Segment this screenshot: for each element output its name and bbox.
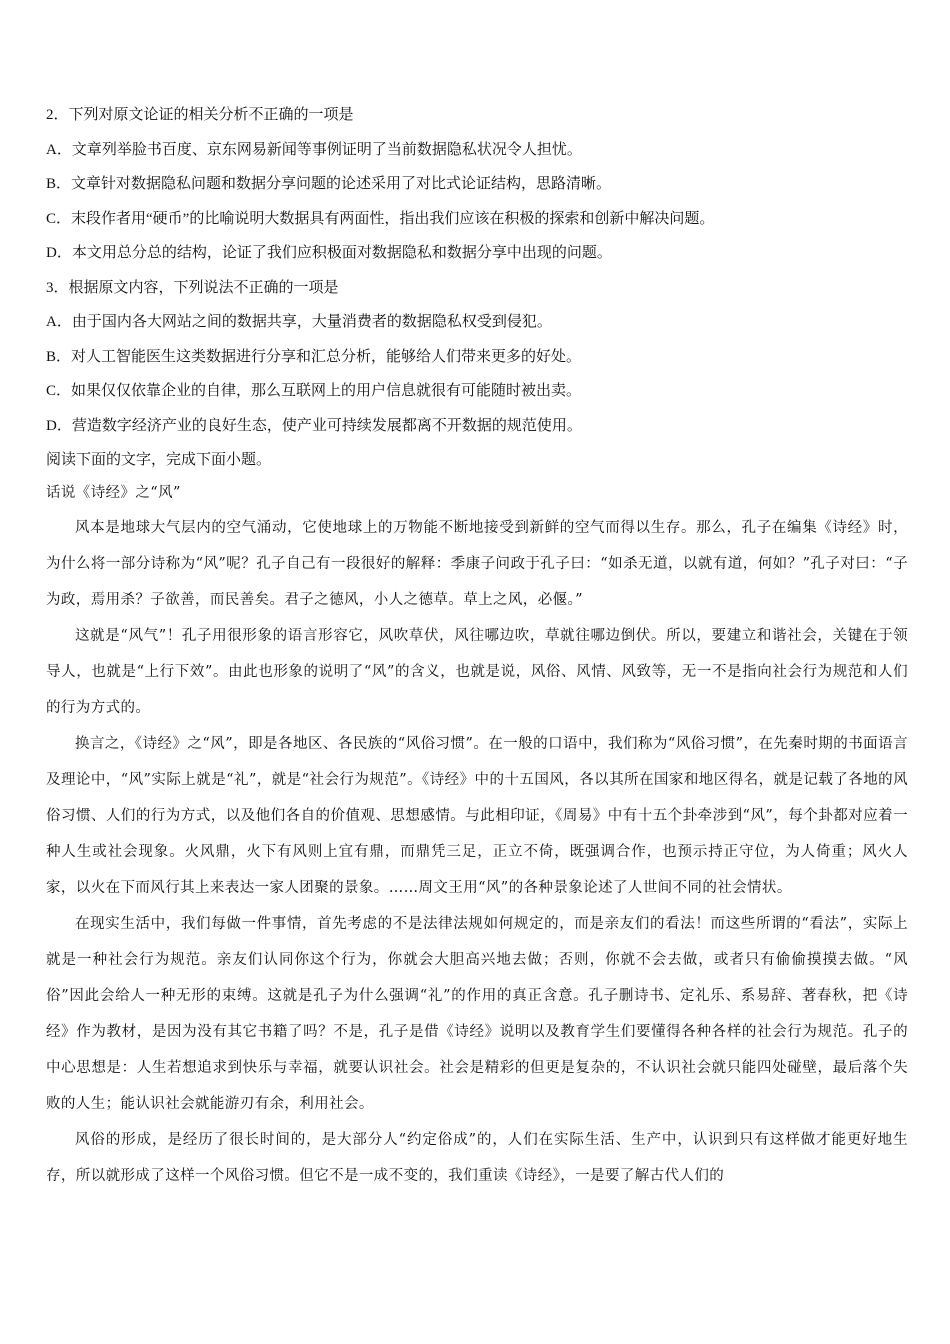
passage-paragraph: 换言之，《诗经》之“风”，即是各地区、各民族的“风俗习惯”。在一般的口语中，我们称为“风俗习惯”，在先秦时期的书面语言及理论中，“风”实际上就是“礼”，就是“社会行为规范”。《诗经》中的十五国风，各以其所在国家和地区得名，就是记载了各地的风俗习惯、人们的行为方式，以及他们各自的价值观、思想感情。与此相印证，《周易》中有十五个卦牵涉到“风”，每个卦都对应着一种人生或社会现象。火风鼎，火下有风则上宜有鼎，而鼎凭三足，正立不倚，既强调合作，也预示持正守位，为人倚重；风火人家，以火在下而风行其上来表达一家人团聚的景象。……周文王用“风”的各种景象论述了人世间不同的社会情状。 <box>46 735 908 896</box>
question-2-option-a: A．文章列举脸书百度、京东网易新闻等事例证明了当前数据隐私状况令人担忧。 <box>46 141 582 158</box>
passage-title: 话说《诗经》之“风” <box>46 484 181 501</box>
passage-body <box>46 510 908 1194</box>
passage-paragraph: 风俗的形成，是经历了很长时间的，是大部分人“约定俗成”的，人们在实际生活、生产中，认识到只有这样做才能更好地生存，所以就形成了这样一个风俗习惯。但它不是一成不变的，我们重读《诗经》，一是要了解古代人们的 <box>46 1131 908 1184</box>
question-3-option-b: B．对人工智能医生这类数据进行分享和汇总分析，能够给人们带来更多的好处。 <box>46 348 582 365</box>
passage-paragraph: 风本是地球大气层内的空气涌动，它使地球上的万物能不断地接受到新鲜的空气而得以生存。那么，孔子在编集《诗经》时，为什么将一部分诗称为“风”呢？孔子自己有一段很好的解释：季康子问政于孔子曰：“如杀无道，以就有道，何如？”孔子对曰：“子为政，焉用杀？子欲善，而民善矣。君子之德风，小人之德草。草上之风，必偃。” <box>46 519 908 608</box>
question-3-option-a: A．由于国内各大网站之间的数据共享，大量消费者的数据隐私权受到侵犯。 <box>46 314 552 330</box>
question-3-option-c: C．如果仅仅依靠企业的自律，那么互联网上的用户信息就很有可能随时被出卖。 <box>46 383 582 399</box>
question-3-stem: 3．根据原文内容，下列说法不正确的一项是 <box>46 279 339 296</box>
passage-paragraph: 在现实生活中，我们每做一件事情，首先考虑的不是法律法规如何规定的，而是亲友们的看法！而这些所谓的“看法”，实际上就是一种社会行为规范。亲友们认同你这个行为，你就会大胆高兴地去做；否则，你就不会去做，或者只有偷偷摸摸去做。“风俗”因此会给人一种无形的束缚。这就是孔子为什么强调“礼”的作用的真正含意。孔子删诗书、定礼乐、系易辞、著春秋，把《诗经》作为教材，是因为没有其它书籍了吗？不是，孔子是借《诗经》说明以及教育学生们要懂得各种各样的社会行为规范。孔子的中心思想是：人生若想追求到快乐与幸福，就要认识社会。社会是精彩的但更是复杂的，不认识社会就只能四处碰壁，最后落个失败的人生；能认识社会就能游刃有余，利用社会。 <box>46 915 908 1112</box>
question-2-stem: 2．下列对原文论证的相关分析不正确的一项是 <box>46 107 354 123</box>
question-2-option-c: C．末段作者用“硬币”的比喻说明大数据具有两面性，指出我们应该在积极的探索和创新中解决问题。 <box>46 210 715 227</box>
reading-instruction: 阅读下面的文字，完成下面小题。 <box>46 452 272 468</box>
question-3-option-d: D．营造数字经济产业的良好生态，使产业可持续发展都离不开数据的规范使用。 <box>46 417 582 434</box>
passage-paragraph: 这就是“风气”！孔子用很形象的语言形容它，风吹草伏，风往哪边吹，草就往哪边倒伏。所以，要建立和谐社会，关键在于领导人，也就是“上行下效”。由此也形象的说明了“风”的含义，也就是说，风俗、风情、风致等，无一不是指向社会行为规范和人们的行为方式的。 <box>46 627 908 716</box>
question-2-option-b: B．文章针对数据隐私问题和数据分享问题的论述采用了对比式论证结构，思路清晰。 <box>46 176 612 192</box>
question-2-option-d: D．本文用总分总的结构，论证了我们应积极面对数据隐私和数据分享中出现的问题。 <box>46 245 612 261</box>
exam-page <box>46 98 908 1194</box>
